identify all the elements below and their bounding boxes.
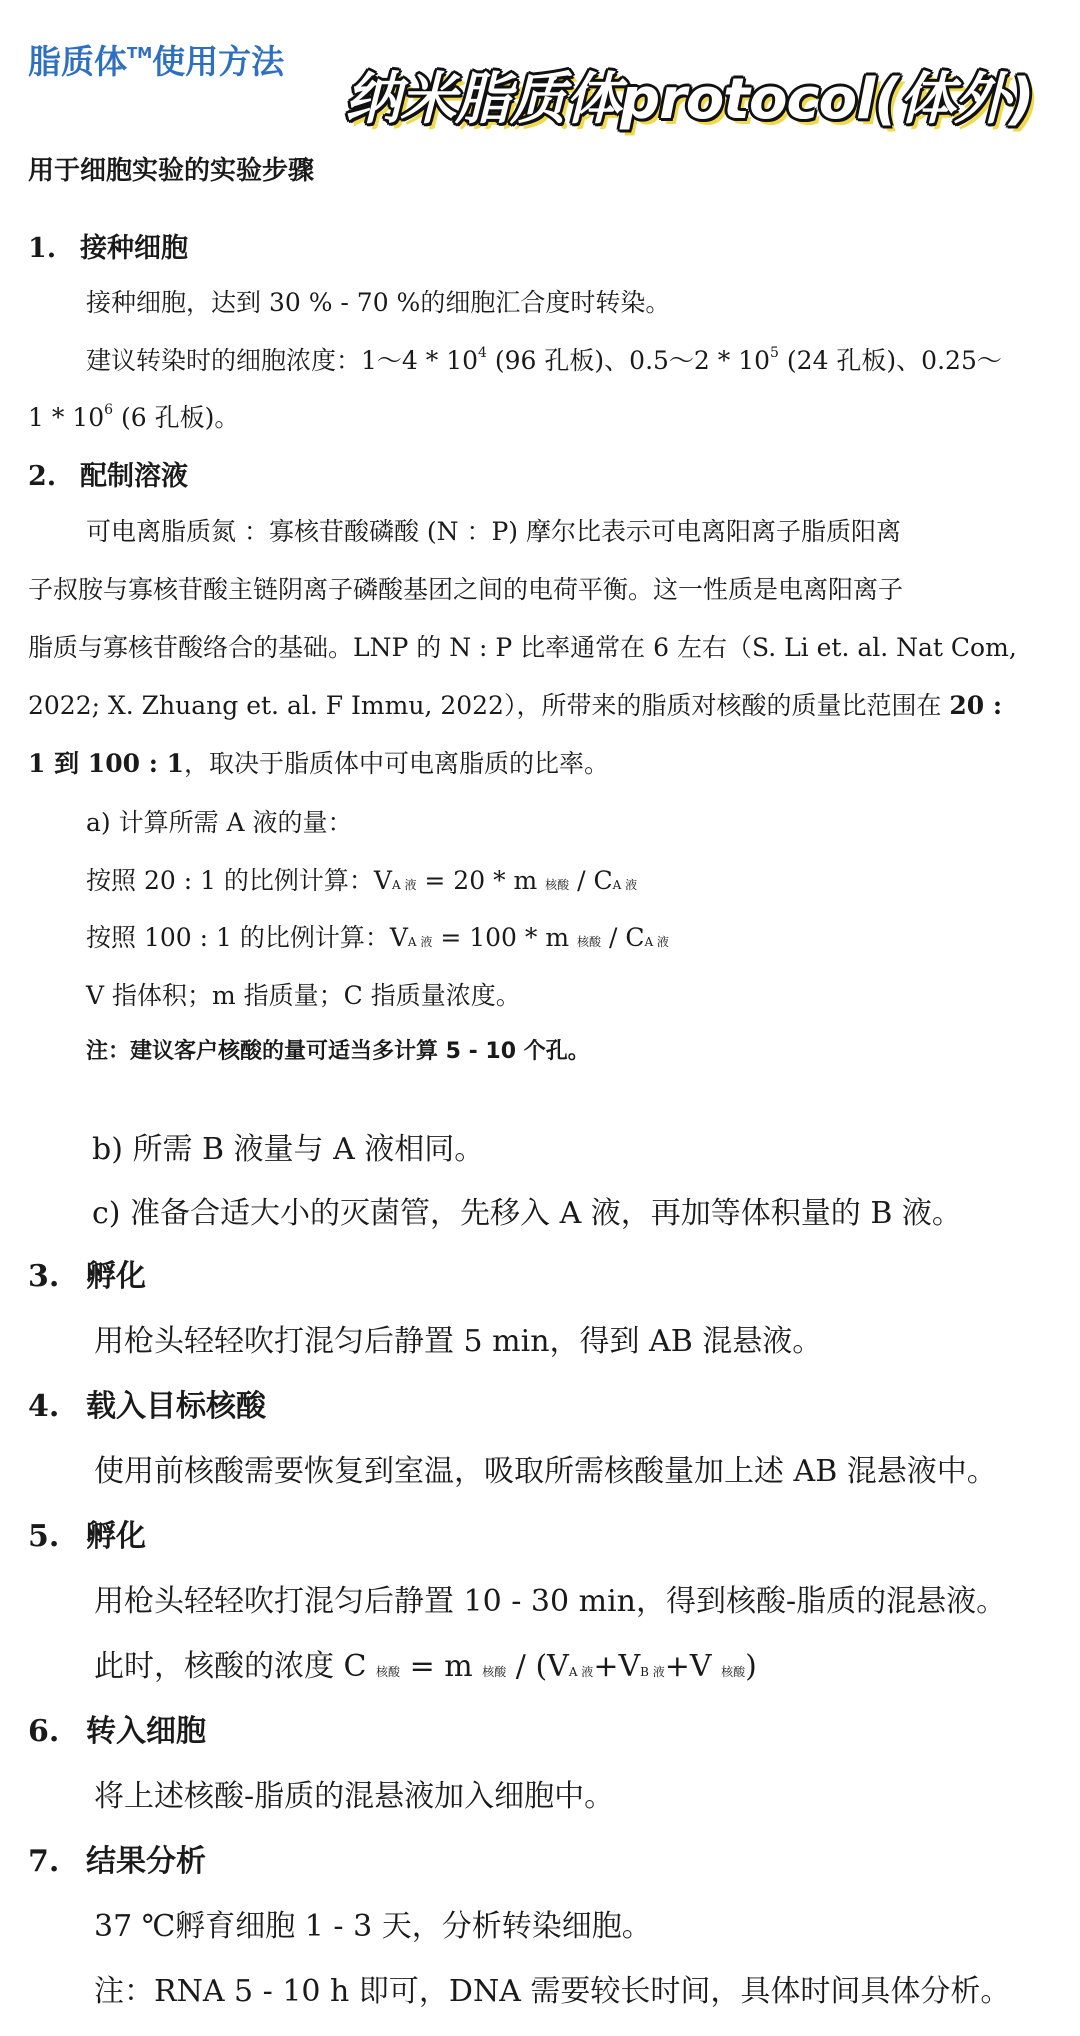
section-6-heading xyxy=(28,1706,206,1750)
page-subtitle: 用于细胞实验的实验步骤 xyxy=(28,156,315,186)
section-2-line-4: 2022; X. Zhuang et. al. F Immu, 2022），所带来的脂质对核酸的质量比范围在 20 : xyxy=(28,691,1003,720)
section-6-text: 将上述核酸-脂质的混悬液加入细胞中。 xyxy=(94,1779,615,1814)
section-title: 接种细胞 xyxy=(80,233,188,264)
formula-20-1: 按照 20 : 1 的比例计算：VA 液 = 20 * m 核酸 / CA 液 xyxy=(86,866,638,895)
section-4-text: 使用前核酸需要恢复到室温，吸取所需核酸量加上述 AB 混悬液中。 xyxy=(94,1454,997,1489)
brand-title xyxy=(28,36,284,83)
section-title: 配制溶液 xyxy=(80,461,188,492)
section-2-line-3: 脂质与寡核苷酸络合的基础。LNP 的 N : P 比率通常在 6 左右（S. Li et. al. Nat Com, xyxy=(28,633,1017,662)
step-a: a) 计算所需 A 液的量： xyxy=(86,808,353,837)
section-5-text: 用枪头轻轻吹打混匀后静置 10 - 30 min，得到核酸-脂质的混悬液。 xyxy=(94,1584,1007,1619)
section-7-text: 37 ℃孵育细胞 1 - 3 天，分析转染细胞。 xyxy=(94,1909,652,1944)
section-7-note: 注：RNA 5 - 10 h 即可，DNA 需要较长时间，具体时间具体分析。 xyxy=(94,1974,1011,2009)
section-number: 6. xyxy=(28,1714,60,1749)
section-2-line-5: 1 到 100 : 1，取决于脂质体中可电离脂质的比率。 xyxy=(28,749,610,778)
trademark-mark: TM xyxy=(127,44,153,62)
section-2-line-1: 可电离脂质氮 ：寡核苷酸磷酸 (N ：P) 摩尔比表示可电离阳离子脂质阳离 xyxy=(86,517,901,546)
section-title: 转入细胞 xyxy=(86,1714,206,1749)
section-1-density: 建议转染时的细胞浓度：1～4 * $10^4$ (96 孔板)、0.5～2 * $10^5$ (24 孔板)、0.25～ xyxy=(86,345,1002,375)
brand-suffix: 使用方法 xyxy=(152,42,285,81)
section-3-heading xyxy=(28,1251,146,1295)
section-2-line-2: 子叔胺与寡核苷酸主链阴离子磷酸基团之间的电荷平衡。这一性质是电离阳离子 xyxy=(28,575,904,604)
section-2-note: 注：建议客户核酸的量可适当多计算 5 - 10 个孔。 xyxy=(86,1039,590,1064)
section-number: 2. xyxy=(28,461,57,492)
section-number: 1. xyxy=(28,233,57,264)
concentration-formula: 此时，核酸的浓度 C 核酸 = m 核酸 / (VA 液+VB 液+V 核酸) xyxy=(94,1649,757,1684)
overlay-title: 纳米脂质体protocol(体外) xyxy=(345,67,1034,132)
section-number: 3. xyxy=(28,1259,60,1294)
section-number: 4. xyxy=(28,1389,60,1424)
section-7-heading xyxy=(28,1836,206,1880)
section-5-heading xyxy=(28,1511,146,1555)
section-title: 载入目标核酸 xyxy=(86,1389,266,1424)
section-2-heading xyxy=(28,454,188,493)
section-title: 结果分析 xyxy=(86,1844,206,1879)
section-number: 7. xyxy=(28,1844,60,1879)
section-1-heading xyxy=(28,226,188,265)
section-title: 孵化 xyxy=(86,1519,146,1554)
section-1-text: 接种细胞，达到 30 % - 70 %的细胞汇合度时转染。 xyxy=(86,288,671,317)
step-c: c) 准备合适大小的灭菌管，先移入 A 液，再加等体积量的 B 液。 xyxy=(92,1196,962,1231)
section-4-heading xyxy=(28,1381,266,1425)
brand-name: 脂质体 xyxy=(28,42,127,81)
formula-100-1: 按照 100 : 1 的比例计算：VA 液 = 100 * m 核酸 / CA 液 xyxy=(86,923,669,952)
section-3-text: 用枪头轻轻吹打混匀后静置 5 min，得到 AB 混悬液。 xyxy=(94,1324,823,1359)
variable-definitions: V 指体积；m 指质量；C 指质量浓度。 xyxy=(86,981,521,1010)
section-number: 5. xyxy=(28,1519,60,1554)
step-b: b) 所需 B 液量与 A 液相同。 xyxy=(92,1132,485,1167)
section-1-density-cont: $1 * 10^6$ (6 孔板)。 xyxy=(28,402,240,432)
section-title: 孵化 xyxy=(86,1259,146,1294)
